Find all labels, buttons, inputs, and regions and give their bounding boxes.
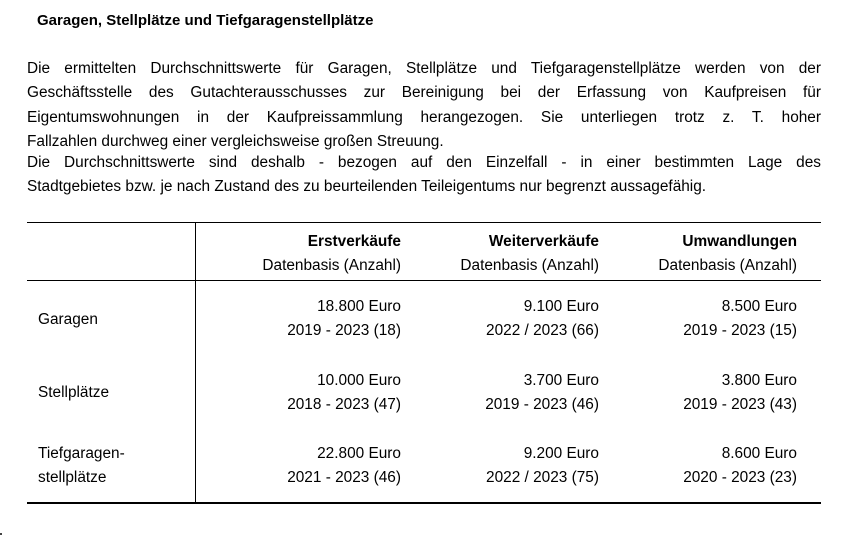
table-column-divider: [195, 222, 196, 503]
table-cell: [486, 295, 599, 343]
column-title: Erstverkäufe: [307, 233, 401, 250]
paragraph-line: Geschäftsstelle des Gutachterausschusses zur Bereinigung bei der Erfassung von Kaufpreisen für: [27, 84, 821, 102]
column-header: [262, 230, 401, 278]
column-header: [460, 230, 599, 278]
cell-basis: 2019 - 2023 (18): [287, 322, 401, 339]
table-cell: [683, 295, 797, 343]
paragraph-line: Fallzahlen durchweg einer vergleichsweise großen Streuung.: [27, 132, 444, 150]
row-label-line: Tiefgaragen-: [38, 445, 125, 462]
column-subtitle: Datenbasis (Anzahl): [262, 257, 401, 274]
row-label: [38, 308, 98, 332]
table-cell: [485, 369, 599, 417]
table-cell: [287, 369, 401, 417]
cell-value: 18.800 Euro: [317, 298, 401, 315]
cell-value: 8.600 Euro: [721, 445, 797, 462]
table-cell: [683, 369, 797, 417]
row-label-line: Stellplätze: [38, 384, 110, 401]
column-subtitle: Datenbasis (Anzahl): [460, 257, 599, 274]
table-header-rule: [27, 280, 821, 281]
table-cell: [287, 442, 401, 490]
table-cell: [683, 442, 797, 490]
column-subtitle: Datenbasis (Anzahl): [658, 257, 797, 274]
cell-basis: 2018 - 2023 (47): [287, 396, 401, 413]
cell-value: 9.100 Euro: [523, 298, 599, 315]
cell-basis: 2019 - 2023 (15): [683, 322, 797, 339]
cell-basis: 2021 - 2023 (46): [287, 469, 401, 486]
column-title: Weiterverkäufe: [488, 233, 599, 250]
page-edge-mark: [0, 533, 2, 535]
column-header: [658, 230, 797, 278]
table-cell: [486, 442, 599, 490]
row-label-line: stellplätze: [38, 469, 107, 486]
table-cell: [287, 295, 401, 343]
table-bottom-rule: [27, 502, 821, 504]
cell-basis: 2022 / 2023 (66): [486, 322, 599, 339]
cell-value: 8.500 Euro: [721, 298, 797, 315]
row-label: [38, 442, 125, 490]
price-table: [27, 222, 821, 504]
table-top-rule: [27, 222, 821, 223]
paragraph-line: Stadtgebietes bzw. je nach Zustand des zu beurteilenden Teileigentums nur begrenzt aussagefähig.: [27, 178, 707, 196]
row-label-line: Garagen: [38, 311, 98, 328]
cell-basis: 2020 - 2023 (23): [683, 469, 797, 486]
cell-value: 3.700 Euro: [523, 372, 599, 389]
cell-basis: 2019 - 2023 (46): [485, 396, 599, 413]
row-label: [38, 381, 109, 405]
cell-value: 22.800 Euro: [317, 445, 401, 462]
section-heading: Garagen, Stellplätze und Tiefgaragenstellplätze: [37, 12, 374, 29]
paragraph-line: Die Durchschnittswerte sind deshalb - bezogen auf den Einzelfall - in einer bestimmten Lage des: [27, 154, 821, 171]
cell-value: 9.200 Euro: [523, 445, 599, 462]
note-paragraph: [27, 151, 821, 200]
cell-value: 3.800 Euro: [721, 372, 797, 389]
paragraph-line: Eigentumswohnungen in der Kaufpreissammlung herangezogen. Sie unterliegen trotz z. T. hoher: [27, 108, 821, 126]
cell-basis: 2022 / 2023 (75): [486, 469, 599, 486]
cell-basis: 2019 - 2023 (43): [683, 396, 797, 413]
paragraph-line: Die ermittelten Durchschnittswerte für Garagen, Stellplätze und Tiefgaragenstellplätze werden von der: [27, 60, 821, 77]
cell-value: 10.000 Euro: [317, 372, 401, 389]
column-title: Umwandlungen: [682, 233, 797, 250]
intro-paragraph: [27, 57, 821, 154]
